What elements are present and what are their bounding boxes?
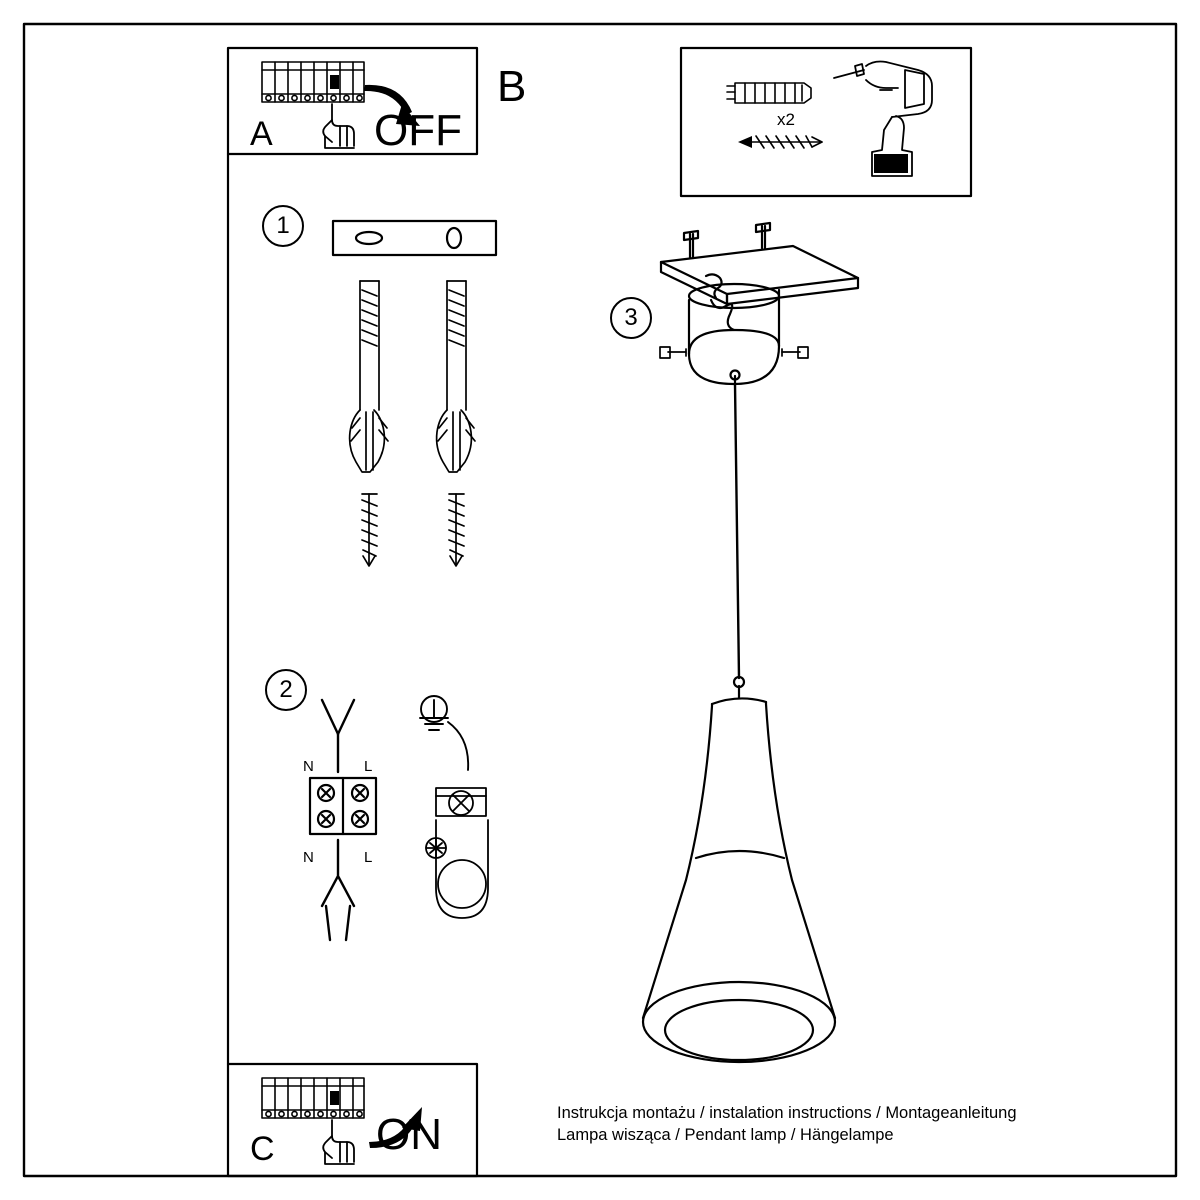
terminal-label-l-bottom: L: [364, 849, 373, 866]
breaker-c-icon: [262, 1078, 364, 1118]
step3-lamp-drawing: [643, 223, 858, 1062]
panel-a-action-label: OFF: [374, 106, 462, 155]
step-3-number: 3: [610, 297, 652, 339]
wall-plug-icon: [727, 83, 811, 103]
panel-b-letter: B: [497, 62, 527, 111]
panel-b-border: [681, 48, 971, 196]
step-1-number: 1: [262, 205, 304, 247]
step1-drawing: [333, 221, 496, 566]
footer-line-2: Lampa wisząca / Pendant lamp / Hängelampe: [557, 1126, 894, 1144]
breaker-a-icon: [262, 62, 364, 102]
step-2-number: 2: [265, 669, 307, 711]
terminal-label-n-top: N: [303, 758, 314, 775]
hand-c-icon: [323, 1120, 354, 1164]
step2-drawing: [310, 696, 488, 942]
page-border: [24, 24, 1176, 1176]
terminal-label-n-bottom: N: [303, 849, 314, 866]
panel-b-quantity: x2: [777, 110, 795, 129]
screw-icon: [738, 136, 822, 148]
panel-c-action-label: ON: [376, 1110, 442, 1159]
hand-a-icon: [323, 104, 354, 148]
panel-a-letter: A: [250, 115, 273, 153]
power-drill-icon: [834, 62, 932, 177]
footer-line-1: Instrukcja montażu / instalation instructions / Montageanleitung: [557, 1104, 1017, 1122]
panel-c-letter: C: [250, 1130, 275, 1168]
terminal-label-l-top: L: [364, 758, 373, 775]
